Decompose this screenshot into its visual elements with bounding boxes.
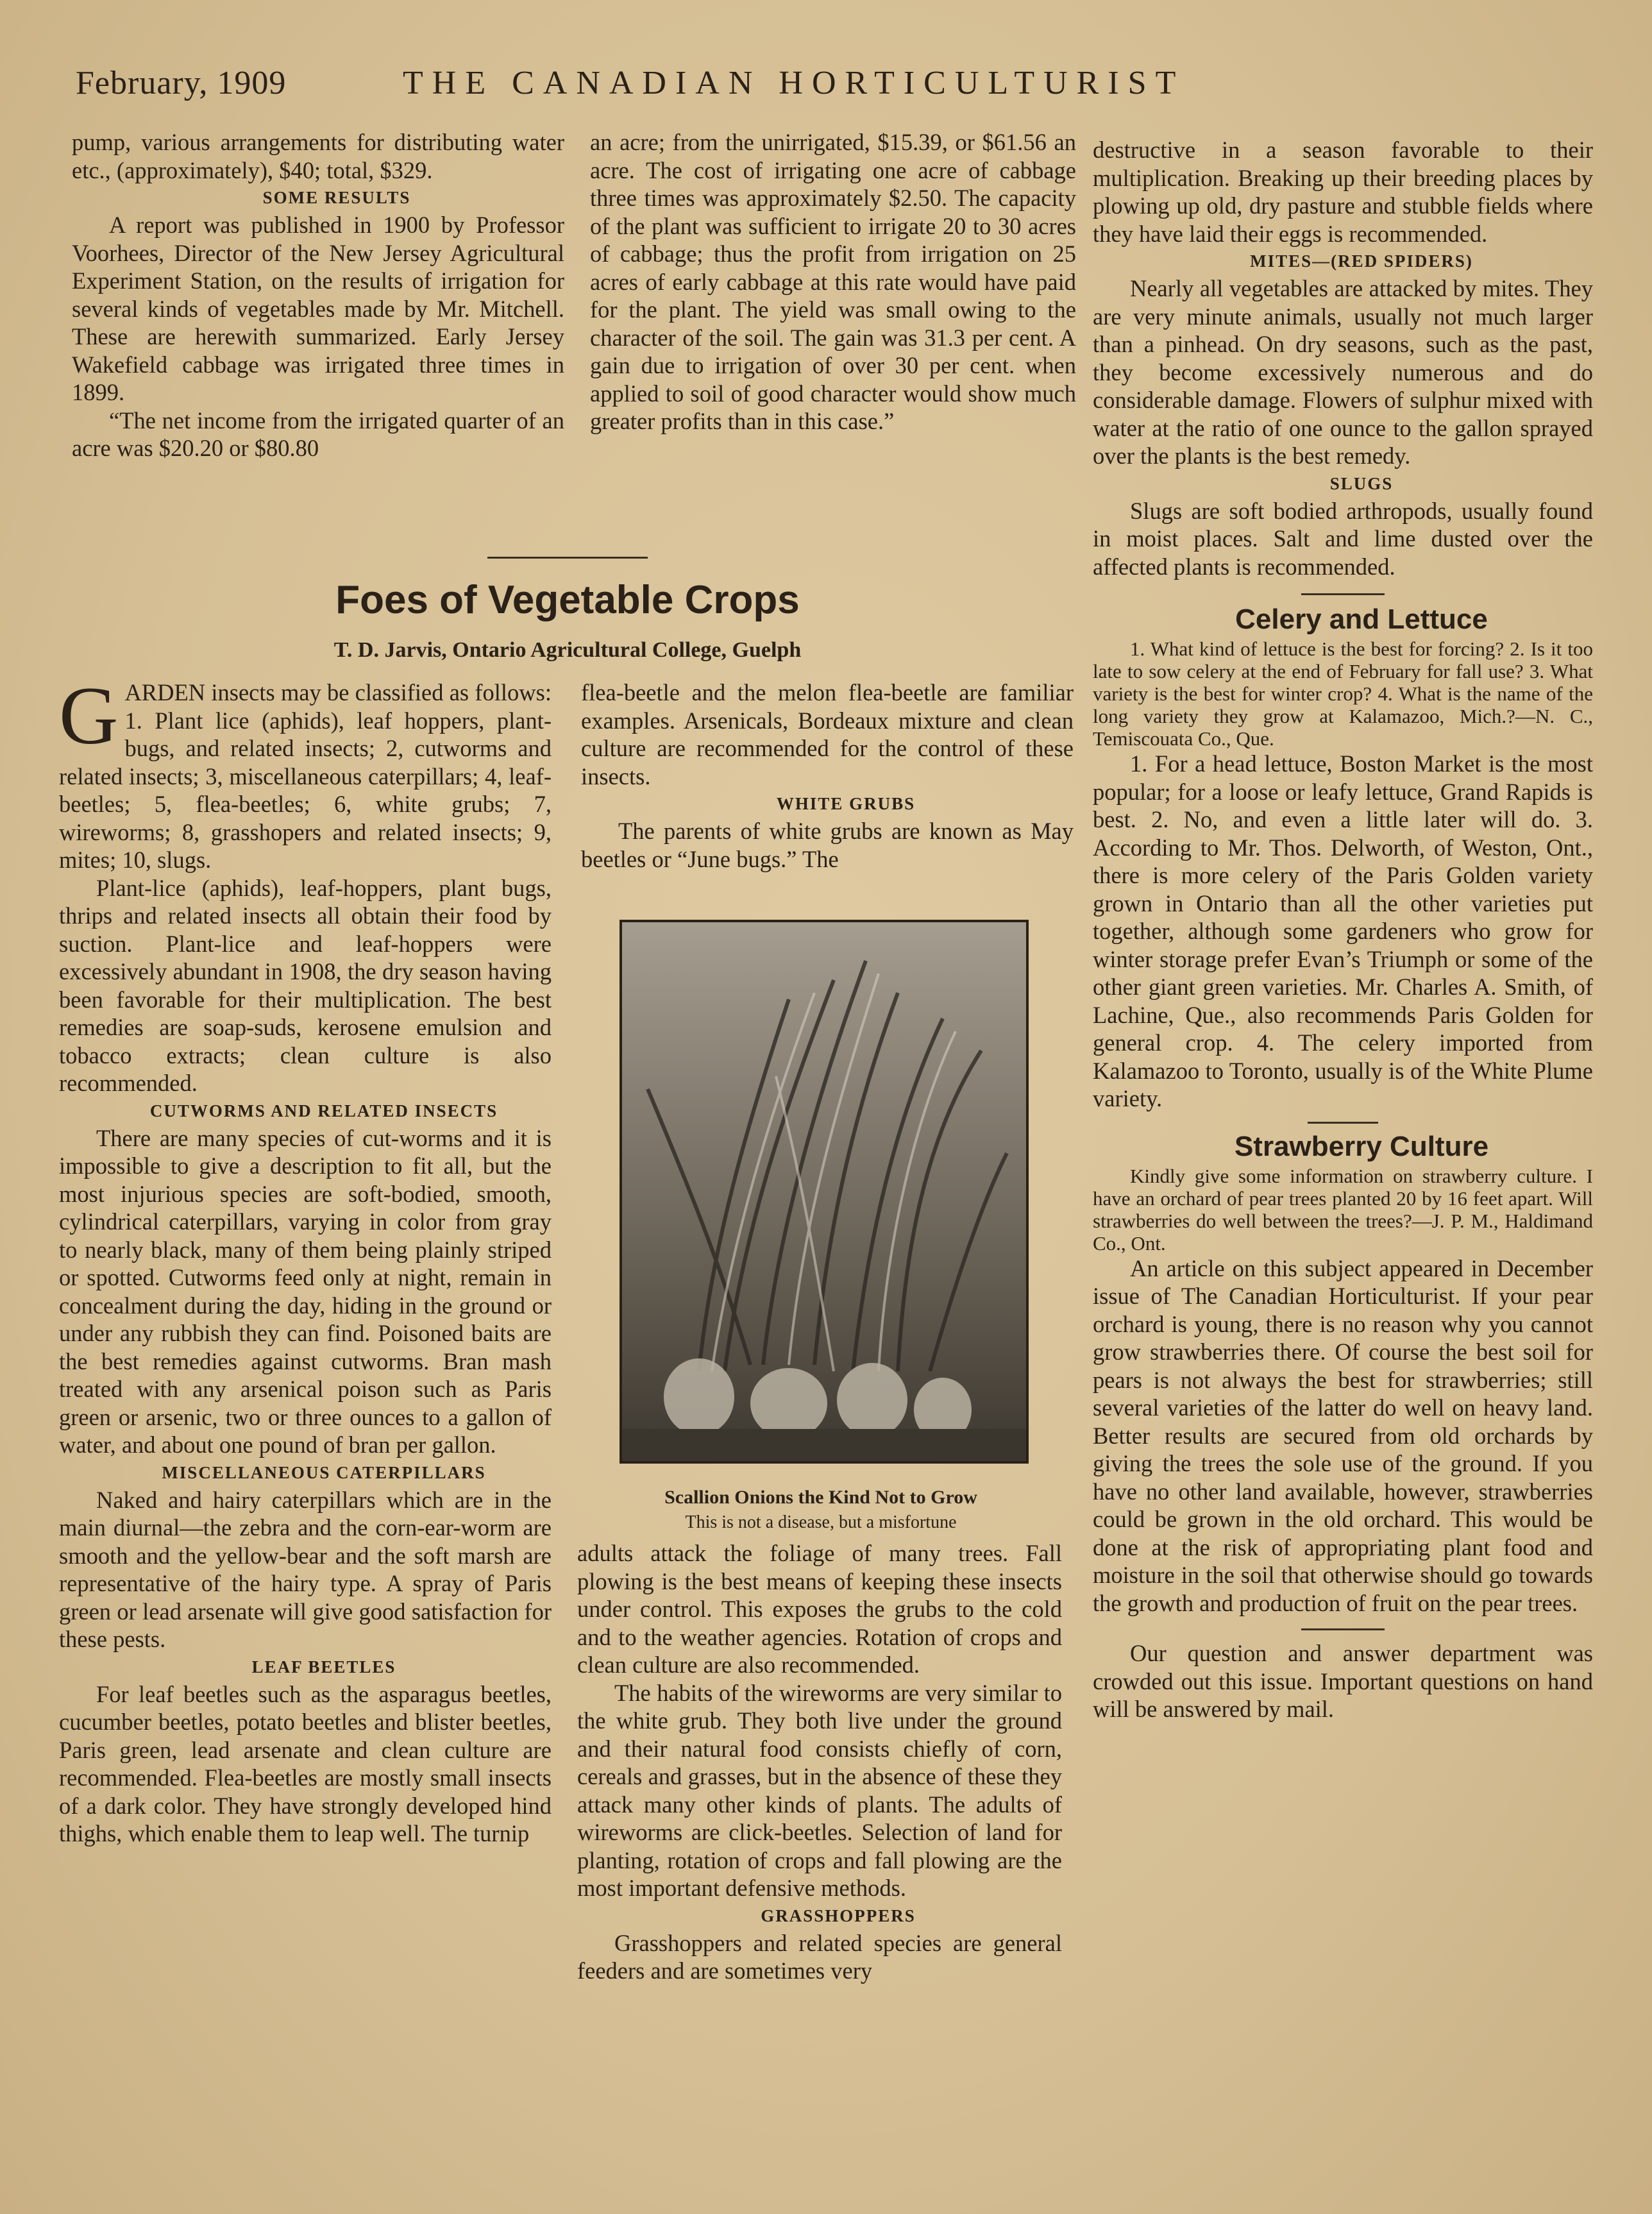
paragraph: There are many species of cut-worms and it is impossible to give a description to fit all, but the most injurious species are soft-bodied, smooth, cylindrical caterpillars, varying in color from gray to nearly black, many of them being plainly striped or spotted. Cutworms feed only at night, remain in concealment during the day, hiding in the ground or under any rubbish they can find. Poisoned baits are the best remedies against cutworms. Bran mash treated with any arsenical poison such as Paris green or arsenic, two or three ounces to a gallon of water, and about one pound of bran per gallon.: [59, 1124, 552, 1458]
question-text: 1. What kind of lettuce is the best for forcing? 2. Is it too late to sow celery at the end of February for fall use? 3. What variety is the best for winter crop? 4. What is the name of the long variety they grow at Kalamazoo, Mich.?—N. C., Temiscouata Co., Que.: [1093, 638, 1593, 750]
question-text: Kindly give some information on strawberry culture. I have an orchard of pear trees planted 20 by 16 feet apart. Will strawberries do well between the trees?—J. P. M., Haldimand Co., Ont.: [1093, 1164, 1593, 1255]
article-column-2-bottom: [577, 1539, 1062, 2117]
paragraph: For leaf beetles such as the asparagus beetles, cucumber beetles, potato beetles and blister beetles, Paris green, lead arsenate and clean culture are recommended. Flea-beetles are mostly small insects of a dark color. They have strongly developed hind thighs, which enable them to leap well. The turnip: [59, 1680, 552, 1846]
photo-caption-title: Scallion Onions the Kind Not to Grow: [664, 1487, 977, 1508]
paragraph: an acre; from the unirrigated, $15.39, or $61.56 an acre. The cost of irrigating one acre of cabbage three times was approximately $2.50. The capacity of the plant was sufficient to irrigate 20 to 30 acres of cabbage; thus the profit from irrigation on 25 acres of early cabbage at this rate would have paid for the plant. The yield was small owing to the character of the soil. The gain was 31.3 per cent. A gain due to irrigation of over 30 per cent. when applied to soil of good character would show much greater profits than in this case.”: [590, 129, 1076, 434]
article-column-1: [59, 679, 552, 2115]
paragraph: Grasshoppers and related species are general feeders and are sometimes very: [577, 1929, 1062, 1984]
section-heading: GRASSHOPPERS: [761, 1906, 916, 1925]
divider: [1308, 1122, 1378, 1124]
right-column: [1093, 136, 1593, 2118]
answer-text: An article on this subject appeared in December issue of The Canadian Horticulturist. If your pear orchard is young, there is no reason why you cannot grow strawberries there. Of course the best soil for pears is not always the best for strawberries; still several varieties of the latter do well on heavy land. Better results are secured from old orchards by giving the trees the sole use of the ground. If you have no other land available, however, strawberries could be grown in the old orchard. This would be done at the risk of appropriating plant food and moisture in the soil that otherwise should go towards the growth and production of fruit on the pear trees.: [1093, 1255, 1593, 1616]
paragraph: The parents of white grubs are known as May beetles or “June bugs.” The: [581, 818, 1074, 872]
issue-date: February, 1909: [76, 65, 287, 101]
paragraph: Naked and hairy caterpillars which are in the main diurnal—the zebra and the corn-ear-worm are smooth and the yellow-bear and the soft marsh are representative of the hairy type. A spray of Paris green or lead arsenate will give good satisfaction for these pests.: [59, 1486, 552, 1652]
paragraph: The habits of the wireworms are very similar to the white grub. They both live under the ground and their natural food consists chiefly of corn, cereals and grasses, but in the absence of these they attack many other kinds of plants. The adults of wireworms are click-beetles. Selection of land for planting, rotation of crops and fall plowing are the most important defensive methods.: [577, 1679, 1062, 1901]
paragraph: A report was published in 1900 by Professor Voorhees, Director of the New Jersey Agricultural Experiment Station, on the results of irrigation for several kinds of vegetables made by Mr. Mitchell. These are herewith summarized. Early Jersey Wakefield cabbage was irrigated three times in 1899.: [72, 212, 564, 405]
paragraph: “The net income from the irrigated quarter of an acre was $20.20 or $80.80: [72, 407, 564, 461]
section-heading: CUTWORMS AND RELATED INSECTS: [149, 1101, 498, 1120]
section-heading: MITES—(RED SPIDERS): [1250, 251, 1473, 271]
paragraph: destructive in a season favorable to their multiplication. Breaking up their breeding places by plowing up old, dry pasture and stubble fields where they have laid their eggs is recommended.: [1093, 137, 1593, 247]
article-byline: T. D. Jarvis, Ontario Agricultural College, Guelph: [333, 638, 802, 662]
section-heading: SLUGS: [1329, 473, 1394, 493]
section-title: Celery and Lettuce: [1235, 604, 1488, 635]
article-column-2-top: [581, 679, 1074, 909]
intro-paragraph: [59, 679, 552, 874]
section-heading: LEAF BEETLES: [251, 1657, 396, 1677]
drop-cap: G: [59, 679, 119, 761]
section-heading: WHITE GRUBS: [776, 794, 916, 813]
intro-text: ARDEN insects may be classified as follows: 1. Plant lice (aphids), leaf hoppers, plant-bugs, and related insects; 2, cutworms and related insects; 3, miscellaneous caterpillars; 4, leaf-beetles; 5, flea-beetles; 6, white grubs; 7, wireworms; 8, grasshopers and related insects; 9, mites; 10, slugs.: [59, 679, 552, 873]
paragraph: Slugs are soft bodied arthropods, usually found in moist places. Salt and lime dusted over the affected plants is recommended.: [1093, 497, 1593, 580]
editor-note: Our question and answer department was crowded out this issue. Important questions on hand will be answered by mail.: [1093, 1640, 1593, 1722]
top-column-1: [72, 128, 564, 532]
divider: [1301, 593, 1385, 595]
top-column-2: [590, 128, 1076, 532]
divider: [487, 557, 648, 559]
page-header: [76, 64, 1576, 109]
section-heading: MISCELLANEOUS CATERPILLARS: [162, 1462, 486, 1482]
publication-title: THE CANADIAN HORTICULTURIST: [403, 65, 1185, 101]
paragraph: adults attack the foliage of many trees. Fall plowing is the best means of keeping these insects under control. This exposes the grubs to the cold and to the weather agencies. Rotation of crops and clean culture are also recommended.: [577, 1540, 1062, 1678]
photo-caption-subtitle: This is not a disease, but a misfortune: [685, 1512, 957, 1532]
onion-photo: [620, 920, 1029, 1464]
section-heading: SOME RESULTS: [262, 188, 411, 207]
paragraph: flea-beetle and the melon flea-beetle are familiar examples. Arsenicals, Bordeaux mixture and clean culture are recommended for the control of these insects.: [581, 679, 1074, 790]
section-title: Strawberry Culture: [1234, 1130, 1489, 1162]
paragraph: Plant-lice (aphids), leaf-hoppers, plant bugs, thrips and related insects all obtain their food by suction. Plant-lice and leaf-hoppers were excessively abundant in 1908, the dry season having been favorable for their multiplication. The best remedies are soap-suds, kerosene emulsion and tobacco extracts; clean culture is also recommended.: [59, 874, 552, 1096]
divider: [1301, 1628, 1385, 1630]
paragraph: pump, various arrangements for distributing water etc., (approximately), $40; total, $329.: [72, 129, 564, 183]
paragraph: Nearly all vegetables are attacked by mites. They are very minute animals, usually not much larger than a pinhead. On dry seasons, such as the past, they become excessively numerous and do considerable damage. Flowers of sulphur mixed with water at the ratio of one ounce to the gallon sprayed over the plants is the best remedy.: [1093, 275, 1593, 469]
article-title: Foes of Vegetable Crops: [335, 578, 800, 622]
answer-text: 1. For a head lettuce, Boston Market is the most popular; for a loose or leafy lettuce, Grand Rapids is best. 2. No, and even a little later will do. 3. According to Mr. Thos. Delworth, of Weston, Ont., there is more celery of the Paris Golden variety grown in Ontario than all the other varieties put together, although some gardeners who grow for winter storage prefer Evan’s Triumph or some of the other giant green varieties. Mr. Charles A. Smith, of Lachine, Que., also recommends Paris Golden for general crop. 4. The celery imported from Kalamazoo to Toronto, usually is of the White Plume variety.: [1093, 750, 1593, 1111]
scallion-onions-image: [622, 922, 1026, 1461]
